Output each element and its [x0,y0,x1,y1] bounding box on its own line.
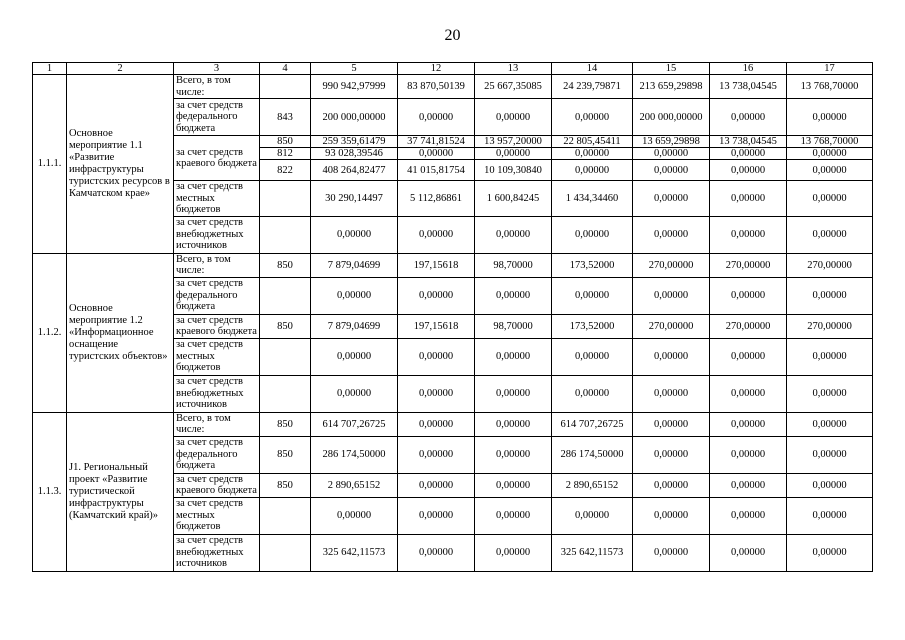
amount-cell: 0,00000 [710,148,787,160]
amount-cell: 0,00000 [475,99,552,136]
amount-cell: 0,00000 [633,436,710,473]
funding-source-label: за счет средств местных бюджетов [174,338,260,375]
amount-cell: 30 290,14497 [311,181,398,217]
page-number: 20 [444,27,461,44]
amount-cell: 0,00000 [552,148,633,160]
funding-source-label: за счет средств внебюджетных источников [174,534,260,571]
amount-cell: 98,70000 [475,253,552,277]
column-header: 3 [174,63,260,75]
amount-cell: 0,00000 [710,216,787,253]
amount-cell: 0,00000 [710,99,787,136]
amount-cell: 24 239,79871 [552,75,633,99]
amount-cell: 0,00000 [552,497,633,534]
amount-cell: 0,00000 [398,375,475,412]
amount-cell: 0,00000 [398,497,475,534]
funding-source-label: Всего, в том числе: [174,75,260,99]
amount-cell: 270,00000 [633,253,710,277]
budget-code [260,181,311,217]
amount-cell: 408 264,82477 [311,160,398,181]
amount-cell: 0,00000 [633,160,710,181]
budget-code: 812 [260,148,311,160]
amount-cell: 197,15618 [398,314,475,338]
amount-cell: 0,00000 [787,148,873,160]
amount-cell: 270,00000 [710,253,787,277]
amount-cell: 0,00000 [633,216,710,253]
budget-code: 822 [260,160,311,181]
amount-cell: 325 642,11573 [552,534,633,571]
amount-cell: 0,00000 [710,181,787,217]
amount-cell: 173,52000 [552,253,633,277]
column-header: 4 [260,63,311,75]
amount-cell: 13 659,29898 [633,136,710,148]
amount-cell: 25 667,35085 [475,75,552,99]
amount-cell: 286 174,50000 [311,436,398,473]
amount-cell: 0,00000 [552,160,633,181]
amount-cell: 325 642,11573 [311,534,398,571]
measure-number: 1.1.3. [33,412,67,571]
amount-cell: 0,00000 [710,160,787,181]
funding-source-label: за счет средств местных бюджетов [174,181,260,217]
amount-cell: 0,00000 [787,534,873,571]
measure-name: Основное мероприятие 1.1 «Развитие инфраструктуры туристских ресурсов в Камчатском крае» [67,75,174,254]
amount-cell: 270,00000 [710,314,787,338]
funding-source-label: за счет средств местных бюджетов [174,497,260,534]
amount-cell: 13 957,20000 [475,136,552,148]
amount-cell: 1 600,84245 [475,181,552,217]
amount-cell: 10 109,30840 [475,160,552,181]
column-header: 14 [552,63,633,75]
amount-cell: 0,00000 [398,277,475,314]
table-row [33,412,873,436]
amount-cell: 13 738,04545 [710,136,787,148]
amount-cell: 0,00000 [710,534,787,571]
amount-cell: 0,00000 [311,277,398,314]
amount-cell: 0,00000 [398,99,475,136]
amount-cell: 0,00000 [475,473,552,497]
amount-cell: 7 879,04699 [311,253,398,277]
funding-source-label: за счет средств краевого бюджета [174,314,260,338]
amount-cell: 0,00000 [710,497,787,534]
amount-cell: 0,00000 [398,473,475,497]
amount-cell: 0,00000 [475,148,552,160]
amount-cell: 0,00000 [633,375,710,412]
column-header: 16 [710,63,787,75]
budget-code [260,75,311,99]
amount-cell: 0,00000 [311,497,398,534]
funding-source-label: Всего, в том числе: [174,253,260,277]
funding-source-label: за счет средств краевого бюджета [174,136,260,181]
column-header: 5 [311,63,398,75]
amount-cell: 1 434,34460 [552,181,633,217]
amount-cell: 0,00000 [633,497,710,534]
amount-cell: 0,00000 [475,338,552,375]
amount-cell: 13 768,70000 [787,75,873,99]
amount-cell: 614 707,26725 [311,412,398,436]
amount-cell: 2 890,65152 [552,473,633,497]
amount-cell: 0,00000 [475,412,552,436]
amount-cell: 0,00000 [398,534,475,571]
amount-cell: 200 000,00000 [633,99,710,136]
budget-code: 850 [260,412,311,436]
funding-source-label: за счет средств федерального бюджета [174,277,260,314]
amount-cell: 259 359,61479 [311,136,398,148]
amount-cell: 0,00000 [311,375,398,412]
funding-source-label: за счет средств федерального бюджета [174,436,260,473]
amount-cell: 0,00000 [787,412,873,436]
funding-source-label: за счет средств федерального бюджета [174,99,260,136]
amount-cell: 0,00000 [710,473,787,497]
budget-code: 850 [260,473,311,497]
measure-number: 1.1.1. [33,75,67,254]
amount-cell: 0,00000 [787,277,873,314]
amount-cell: 0,00000 [475,277,552,314]
amount-cell: 0,00000 [552,375,633,412]
amount-cell: 0,00000 [710,277,787,314]
amount-cell: 0,00000 [633,534,710,571]
amount-cell: 200 000,00000 [311,99,398,136]
amount-cell: 93 028,39546 [311,148,398,160]
funding-source-label: Всего, в том числе: [174,412,260,436]
amount-cell: 22 805,45411 [552,136,633,148]
amount-cell: 0,00000 [633,148,710,160]
amount-cell: 0,00000 [710,436,787,473]
amount-cell: 0,00000 [633,181,710,217]
column-header: 1 [33,63,67,75]
budget-code [260,338,311,375]
amount-cell: 173,52000 [552,314,633,338]
amount-cell: 0,00000 [475,216,552,253]
amount-cell: 0,00000 [475,436,552,473]
amount-cell: 270,00000 [787,253,873,277]
amount-cell: 270,00000 [787,314,873,338]
table-row [33,75,873,99]
funding-source-label: за счет средств краевого бюджета [174,473,260,497]
amount-cell: 0,00000 [398,338,475,375]
amount-cell: 13 738,04545 [710,75,787,99]
amount-cell: 0,00000 [710,375,787,412]
amount-cell: 0,00000 [787,99,873,136]
amount-cell: 0,00000 [311,338,398,375]
amount-cell: 0,00000 [633,277,710,314]
amount-cell: 990 942,97999 [311,75,398,99]
amount-cell: 0,00000 [475,534,552,571]
amount-cell: 0,00000 [398,216,475,253]
column-header: 17 [787,63,873,75]
budget-code: 850 [260,136,311,148]
amount-cell: 213 659,29898 [633,75,710,99]
amount-cell: 286 174,50000 [552,436,633,473]
amount-cell: 83 870,50139 [398,75,475,99]
amount-cell: 0,00000 [787,216,873,253]
budget-code: 850 [260,436,311,473]
amount-cell: 7 879,04699 [311,314,398,338]
amount-cell: 0,00000 [787,160,873,181]
amount-cell: 0,00000 [787,473,873,497]
budget-code [260,277,311,314]
funding-source-label: за счет средств внебюджетных источников [174,375,260,412]
amount-cell: 0,00000 [475,497,552,534]
budget-code [260,534,311,571]
amount-cell: 0,00000 [787,338,873,375]
amount-cell: 0,00000 [710,412,787,436]
table-row [33,253,873,277]
amount-cell: 0,00000 [787,436,873,473]
budget-code [260,375,311,412]
measure-name: J1. Региональный проект «Развитие туристической инфраструктуры (Камчатский край)» [67,412,174,571]
budget-code: 850 [260,253,311,277]
amount-cell: 614 707,26725 [552,412,633,436]
budget-table [32,62,873,572]
budget-code: 850 [260,314,311,338]
measure-number: 1.1.2. [33,253,67,412]
budget-code: 843 [260,99,311,136]
amount-cell: 37 741,81524 [398,136,475,148]
amount-cell: 13 768,70000 [787,136,873,148]
amount-cell: 0,00000 [475,375,552,412]
column-header: 2 [67,63,174,75]
amount-cell: 2 890,65152 [311,473,398,497]
amount-cell: 0,00000 [710,338,787,375]
amount-cell: 98,70000 [475,314,552,338]
measure-name: Основное мероприятие 1.2 «Информационное оснащение туристских объектов» [67,253,174,412]
column-header: 13 [475,63,552,75]
amount-cell: 0,00000 [633,338,710,375]
amount-cell: 0,00000 [787,497,873,534]
column-header: 15 [633,63,710,75]
amount-cell: 0,00000 [552,277,633,314]
amount-cell: 0,00000 [398,148,475,160]
amount-cell: 0,00000 [398,436,475,473]
amount-cell: 0,00000 [787,375,873,412]
budget-code [260,216,311,253]
amount-cell: 41 015,81754 [398,160,475,181]
amount-cell: 0,00000 [552,338,633,375]
amount-cell: 197,15618 [398,253,475,277]
budget-code [260,497,311,534]
amount-cell: 0,00000 [398,412,475,436]
header-row [33,63,873,75]
amount-cell: 0,00000 [552,216,633,253]
amount-cell: 0,00000 [311,216,398,253]
amount-cell: 5 112,86861 [398,181,475,217]
amount-cell: 0,00000 [633,473,710,497]
amount-cell: 0,00000 [787,181,873,217]
funding-source-label: за счет средств внебюджетных источников [174,216,260,253]
amount-cell: 0,00000 [552,99,633,136]
amount-cell: 270,00000 [633,314,710,338]
column-header: 12 [398,63,475,75]
amount-cell: 0,00000 [633,412,710,436]
